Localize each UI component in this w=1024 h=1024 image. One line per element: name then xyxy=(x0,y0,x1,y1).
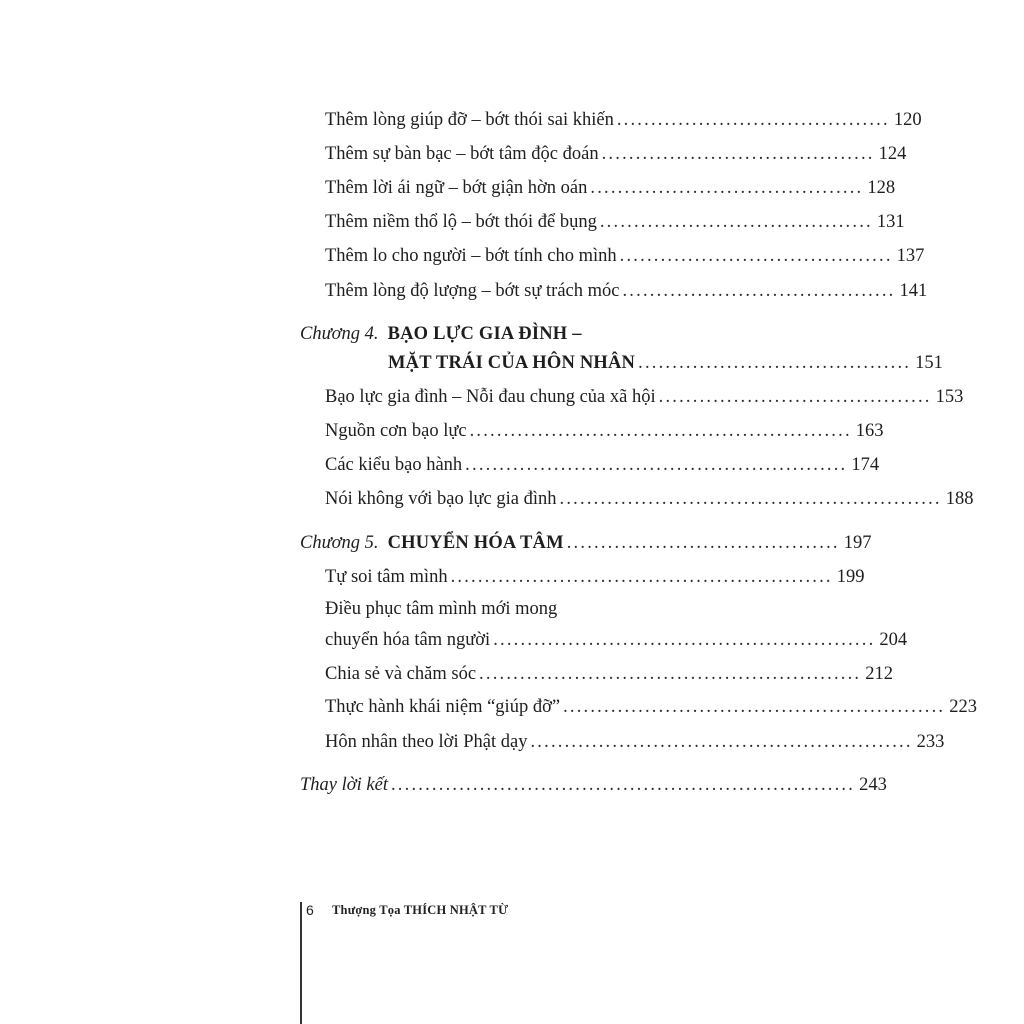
toc-entry[interactable] xyxy=(325,414,884,448)
closing-entry[interactable] xyxy=(300,768,887,802)
toc-entry-title: Thêm niềm thổ lộ – bớt thói để bụng xyxy=(325,212,597,232)
toc-entry-page: 174 xyxy=(851,455,880,475)
toc-entry-title: Nguồn cơn bạo lực xyxy=(325,421,467,441)
footer-page-number: 6 xyxy=(306,902,314,918)
dot-leader: ........................................................ xyxy=(469,421,852,441)
toc-entry-page: 124 xyxy=(878,144,907,164)
dot-leader: ........................................ xyxy=(590,178,864,198)
toc-entry-title-line1[interactable]: Điều phục tâm mình mới mong xyxy=(325,599,558,619)
dot-leader: ........................................................ xyxy=(450,567,833,587)
toc-entry-title: Thêm lòng giúp đỡ – bớt thói sai khiến xyxy=(325,110,614,130)
toc-entry-title: Thêm lòng độ lượng – bớt sự trách móc xyxy=(325,281,620,301)
dot-leader: ........................................ xyxy=(638,353,912,373)
toc-entry-title: Các kiểu bạo hành xyxy=(325,455,463,475)
toc-entry-title-line2: chuyển hóa tâm người xyxy=(325,630,491,650)
toc-entry-page: 199 xyxy=(836,567,865,587)
toc-entry-page: 212 xyxy=(865,664,893,684)
toc-entry[interactable] xyxy=(325,274,928,308)
toc-entry-page: 223 xyxy=(949,697,978,717)
toc-entry-page: 128 xyxy=(867,178,896,198)
dot-leader: ........................................ xyxy=(599,212,873,232)
closing-title: Thay lời kết xyxy=(300,775,388,795)
toc-entry[interactable] xyxy=(325,103,922,137)
toc-entry[interactable] xyxy=(325,657,893,691)
chapter-4-label: Chương 4. xyxy=(300,324,379,344)
toc-entry[interactable] xyxy=(325,690,978,724)
chapter-4-title-line1: BẠO LỰC GIA ĐÌNH – xyxy=(387,324,582,344)
dot-leader: ........................................ xyxy=(566,533,840,553)
dot-leader: ........................................ xyxy=(601,144,875,164)
toc-entry-title: Thêm lo cho người – bớt tính cho mình xyxy=(325,246,617,266)
dot-leader: ........................................ xyxy=(658,387,932,407)
chapter-4-title-line2: MẶT TRÁI CỦA HÔN NHÂN xyxy=(388,353,636,373)
toc-entry-title: Bạo lực gia đình – Nỗi đau chung của xã hội xyxy=(325,387,656,407)
toc-entry-title: Hôn nhân theo lời Phật dạy xyxy=(325,732,528,752)
toc-entry-title: Nói không với bạo lực gia đình xyxy=(325,489,557,509)
toc-entry-page: 153 xyxy=(935,387,964,407)
footer-divider xyxy=(300,902,302,1024)
closing-page: 243 xyxy=(859,775,887,795)
dot-leader: ........................................ xyxy=(619,246,893,266)
toc-entry-page: 188 xyxy=(945,489,974,509)
chapter-5-page: 197 xyxy=(843,533,872,553)
toc-entry[interactable] xyxy=(325,725,945,759)
toc-entry[interactable] xyxy=(325,448,880,482)
toc-entry[interactable] xyxy=(325,380,964,414)
dot-leader: ........................................ xyxy=(616,110,890,130)
toc-entry-page: 233 xyxy=(916,732,945,752)
toc-entry[interactable] xyxy=(325,482,974,516)
toc-entry-title: Thêm sự bàn bạc – bớt tâm độc đoán xyxy=(325,144,599,164)
footer-author: Thượng Tọa THÍCH NHẬT TỪ xyxy=(332,903,509,917)
dot-leader: ........................................................ xyxy=(559,489,942,509)
toc-entry[interactable] xyxy=(325,623,908,657)
dot-leader: ........................................................ xyxy=(530,732,913,752)
chapter-4-heading-line2[interactable] xyxy=(388,346,943,380)
dot-leader: ........................................ xyxy=(622,281,896,301)
chapter-4-page: 151 xyxy=(915,353,943,373)
toc-entry-title: Thực hành khái niệm “giúp đỡ” xyxy=(325,697,561,717)
dot-leader: ........................................................ xyxy=(479,664,862,684)
dot-leader: ........................................................ xyxy=(465,455,848,475)
toc-entry[interactable] xyxy=(325,137,907,171)
toc-entry-page: 120 xyxy=(893,110,922,130)
toc-entry-page: 163 xyxy=(855,421,884,441)
dot-leader: ........................................................ xyxy=(563,697,946,717)
dot-leader: .................................................................... xyxy=(390,775,856,795)
toc-entry[interactable] xyxy=(325,560,865,594)
toc-entry-page: 141 xyxy=(899,281,928,301)
toc-entry-title: Thêm lời ái ngữ – bớt giận hờn oán xyxy=(325,178,588,198)
toc-entry[interactable] xyxy=(325,239,925,273)
toc-entry[interactable] xyxy=(325,205,905,239)
toc-entry-page: 204 xyxy=(879,630,908,650)
toc-entry-page: 137 xyxy=(896,246,925,266)
toc-entry[interactable] xyxy=(325,171,896,205)
chapter-5-label: Chương 5. xyxy=(300,533,379,553)
toc-entry-title: Tự soi tâm mình xyxy=(325,567,448,587)
toc-entry-page: 131 xyxy=(876,212,905,232)
chapter-5-heading[interactable] xyxy=(300,526,872,560)
chapter-5-title: CHUYỂN HÓA TÂM xyxy=(387,533,564,553)
toc-entry-title: Chia sẻ và chăm sóc xyxy=(325,664,477,684)
dot-leader: ........................................................ xyxy=(493,630,876,650)
